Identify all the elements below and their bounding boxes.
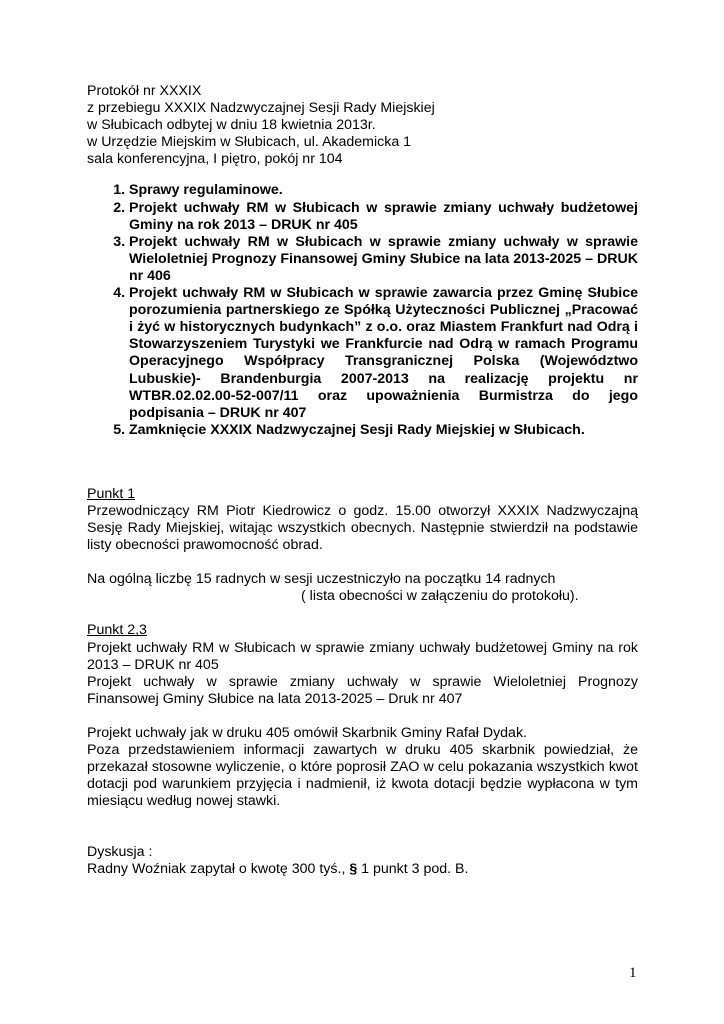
section-punkt-1 [87,486,638,606]
dyskusja-text: 1 punkt 3 pod. B. [357,861,469,878]
document-page [87,83,638,879]
paragraph: Przewodniczący RM Piotr Kiedrowicz o godz. 15.00 otworzył XXXIX Nadzwyczajną Sesję Rady Miejskiej, witając wszystkich obecnych. Następnie stwierdził na podstawie listy obecności prawomocność obrad. [87,502,638,554]
agenda-list [87,182,638,438]
header-line: w Urzędzie Miejskim w Słubicach, ul. Akademicka 1 [87,134,412,151]
page-number: 1 [629,965,637,981]
paragraph: Projekt uchwały jak w druku 405 omówił Skarbnik Gminy Rafał Dydak. [87,724,527,741]
header-line: w Słubicach odbytej w dniu 18 kwietnia 2013r. [87,117,376,134]
dyskusja-text: Radny Woźniak zapytał o kwotę 300 tyś., [87,861,350,878]
agenda-item: 4. Projekt uchwały RM w Słubicach w sprawie zawarcia przez Gminę Słubice porozumienia partnerskiego ze Spółką Użyteczności Publicznej „Pracować i żyć w historycznych budynkach” z o.o. oraz Miastem Frankfurt nad Odrą i Stowarzyszeniem Turystyki we Frankfurcie nad Odrą w ramach Programu Operacyjnego Współpracy Transgranicznej Polska (Województwo Lubuskie)- Brandenburgia 2007-2013 na realizację projektu nr WTBR.02.02.00-52-007/11 oraz upoważnienia Burmistrza do jego podpisania – DRUK nr 407 [129,285,638,422]
section-heading: Punkt 1 [87,485,136,502]
agenda-item: 2. Projekt uchwały RM w Słubicach w sprawie zmiany uchwały budżetowej Gminy na rok 2013 – DRUK nr 405 [129,200,638,234]
section-heading: Punkt 2,3 [87,622,147,639]
protocol-header [87,83,638,168]
header-line: sala konferencyjna, I piętro, pokój nr 104 [87,151,343,168]
header-line: Protokół nr XXXIX [87,83,202,99]
agenda-item: 5. Zamknięcie XXXIX Nadzwyczajnej Sesji Rady Miejskiej w Słubicach. [129,422,638,439]
section-dyskusja [87,844,638,878]
agenda-item: 3. Projekt uchwały RM w Słubicach w sprawie zmiany uchwały w sprawie Wieloletniej Prognozy Finansowej Gminy Słubice na lata 2013-2025 – DRUK nr 406 [129,234,638,285]
section-punkt-2-3 [87,622,638,810]
paragraph [87,861,638,878]
section-symbol: § [349,861,358,878]
header-line: z przebiegu XXXIX Nadzwyczajnej Sesji Rady Miejskiej [87,100,435,117]
paragraph: Projekt uchwały w sprawie zmiany uchwały w sprawie Wieloletniej Prognozy Finansowej Gminy Słubice na lata 2013-2025 – Druk nr 407 [87,673,638,707]
section-heading: Dyskusja : [87,844,153,861]
paragraph: Na ogólną liczbę 15 radnych w sesji uczestniczyło na początku 14 radnych [87,571,556,588]
paragraph: ( lista obecności w załączeniu do protokołu). [301,588,579,605]
agenda-item: 1. Sprawy regulaminowe. [129,182,638,199]
paragraph: Poza przedstawieniem informacji zawartych w druku 405 skarbnik powiedział, że przekazał stosowne wyliczenie, o które poprosił ZAO w celu pokazania wszystkich kwot dotacji pod warunkiem przyjęcia i nadmienił, iż kwota dotacji będzie wypłacona w tym miesiącu według nowej stawki. [87,742,638,810]
paragraph: Projekt uchwały RM w Słubicach w sprawie zmiany uchwały budżetowej Gminy na rok 2013 – DRUK nr 405 [87,639,638,673]
